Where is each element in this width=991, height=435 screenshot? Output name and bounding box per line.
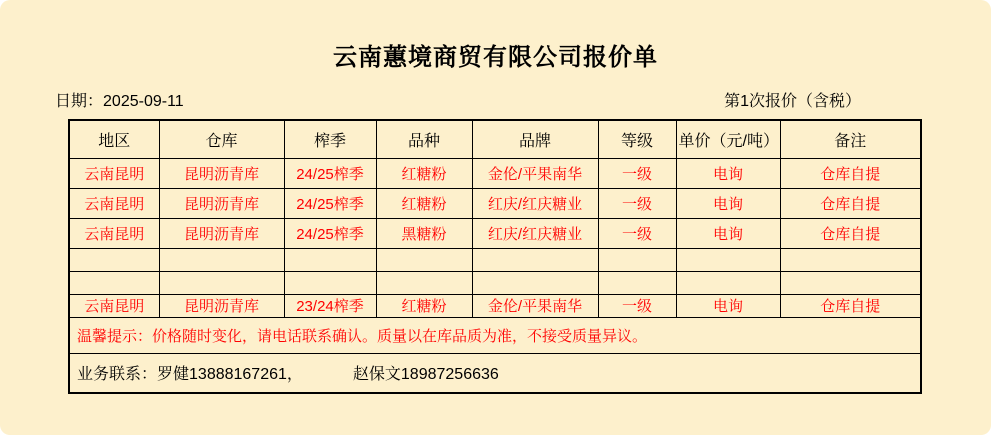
cell-price: 电询 <box>676 294 780 317</box>
notice-row <box>69 317 921 353</box>
cell-remark: 仓库自提 <box>780 158 921 188</box>
contact-label: 业务联系： <box>77 366 158 384</box>
cell-region <box>69 271 159 294</box>
cell-warehouse: 昆明沥青库 <box>159 218 284 248</box>
column-header-brand: 品牌 <box>472 120 598 158</box>
table-header-row <box>69 120 921 158</box>
column-header-remark: 备注 <box>780 120 921 158</box>
table-row-empty <box>69 271 921 294</box>
cell-remark: 仓库自提 <box>780 188 921 218</box>
cell-grade: 一级 <box>598 188 676 218</box>
column-header-variety: 品种 <box>376 120 472 158</box>
cell-variety: 红糖粉 <box>376 158 472 188</box>
cell-season <box>284 271 376 294</box>
cell-brand <box>472 271 598 294</box>
date-value: 2025-09-11 <box>103 92 184 110</box>
cell-variety: 红糖粉 <box>376 188 472 218</box>
column-header-warehouse: 仓库 <box>159 120 284 158</box>
date-line <box>55 88 184 111</box>
cell-variety: 黑糖粉 <box>376 218 472 248</box>
cell-price: 电询 <box>676 158 780 188</box>
cell-region: 云南昆明 <box>69 158 159 188</box>
cell-brand: 红庆/红庆糖业 <box>472 218 598 248</box>
table-row <box>69 188 921 218</box>
cell-grade <box>598 248 676 271</box>
cell-remark: 仓库自提 <box>780 294 921 317</box>
quote-round-info: 第1次报价（含税） <box>724 92 861 110</box>
cell-grade: 一级 <box>598 158 676 188</box>
table-row-empty <box>69 248 921 271</box>
price-table <box>68 119 922 394</box>
cell-grade: 一级 <box>598 294 676 317</box>
contact-phone-1: 罗健13888167261， <box>157 366 303 384</box>
cell-remark <box>780 248 921 271</box>
cell-warehouse: 昆明沥青库 <box>159 158 284 188</box>
cell-region: 云南昆明 <box>69 188 159 218</box>
cell-warehouse: 昆明沥青库 <box>159 294 284 317</box>
cell-price <box>676 271 780 294</box>
table-row <box>69 294 921 317</box>
column-header-grade: 等级 <box>598 120 676 158</box>
cell-variety: 红糖粉 <box>376 294 472 317</box>
cell-price: 电询 <box>676 218 780 248</box>
cell-remark <box>780 271 921 294</box>
cell-price: 电询 <box>676 188 780 218</box>
column-header-region: 地区 <box>69 120 159 158</box>
cell-variety <box>376 248 472 271</box>
column-header-season: 榨季 <box>284 120 376 158</box>
date-label: 日期： <box>55 92 104 110</box>
contact-phone-2: 赵保文18987256636 <box>352 366 499 384</box>
cell-season <box>284 248 376 271</box>
cell-brand: 金伦/平果南华 <box>472 158 598 188</box>
cell-warehouse <box>159 271 284 294</box>
cell-price <box>676 248 780 271</box>
cell-remark: 仓库自提 <box>780 218 921 248</box>
cell-season: 24/25榨季 <box>284 158 376 188</box>
cell-season: 24/25榨季 <box>284 218 376 248</box>
cell-region <box>69 248 159 271</box>
contact-row <box>69 353 921 393</box>
cell-grade <box>598 271 676 294</box>
cell-warehouse <box>159 248 284 271</box>
cell-grade: 一级 <box>598 218 676 248</box>
cell-warehouse: 昆明沥青库 <box>159 188 284 218</box>
cell-season: 24/25榨季 <box>284 188 376 218</box>
page-title: 云南蕙境商贸有限公司报价单 <box>333 44 658 71</box>
cell-region: 云南昆明 <box>69 218 159 248</box>
cell-variety <box>376 271 472 294</box>
notice-text: 温馨提示：价格随时变化，请电话联系确认。质量以在库品质为准，不接受质量异议。 <box>69 317 921 353</box>
cell-season: 23/24榨季 <box>284 294 376 317</box>
info-row <box>55 88 861 110</box>
table-row <box>69 218 921 248</box>
cell-brand: 金伦/平果南华 <box>472 294 598 317</box>
cell-region: 云南昆明 <box>69 294 159 317</box>
contact-cell <box>69 353 921 393</box>
column-header-price: 单价（元/吨） <box>676 120 780 158</box>
table-row <box>69 158 921 188</box>
cell-brand: 红庆/红庆糖业 <box>472 188 598 218</box>
cell-brand <box>472 248 598 271</box>
